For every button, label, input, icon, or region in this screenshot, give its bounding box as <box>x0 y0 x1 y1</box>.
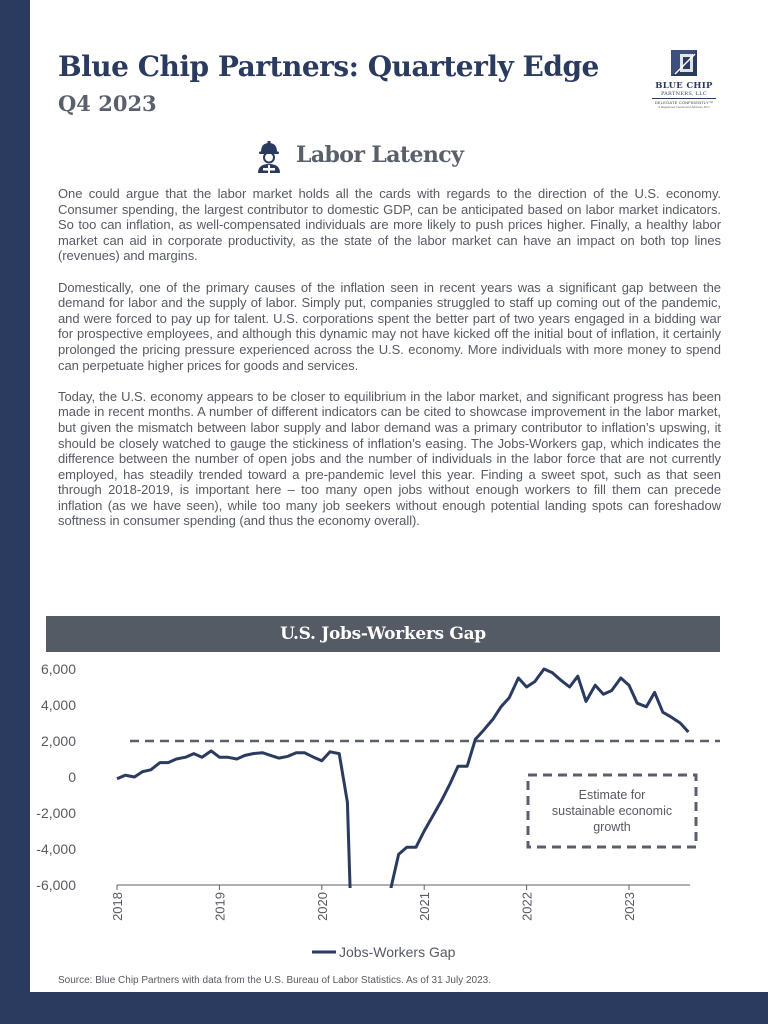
annotation-line: growth <box>593 820 631 834</box>
footer-band <box>0 992 768 1024</box>
paragraph: Domestically, one of the primary causes of the inflation seen in recent years was a significant gap between the demand for labor and the supply of labor. Simply put, companies struggled to staff up coming out of the pandemic, and were forced to pay up for talent. U.S. corporations spent the better part of two years engaged in a bidding war for prospective employees, and although this dynamic may not have kicked off the initial bout of inflation, it certainly prolonged the pricing pressure experienced across the U.S. economy. More individuals with more money to spend can perpetuate higher prices for goods and services. <box>58 279 721 373</box>
paragraph: One could argue that the labor market holds all the cards with regards to the direction of the U.S. economy. Consumer spending, the largest contributor to domestic GDP, can be anticipated based on labor market indicators. So too can inflation, as well-compensated individuals are more likely to push prices higher. Finally, a healthy labor market can aid in corporate productivity, as the state of the labor market can have an impact on both top lines (revenues) and margins. <box>58 186 721 264</box>
y-tick-label: 2,000 <box>40 733 76 749</box>
logo-subname: PARTNERS, LLC <box>660 91 708 97</box>
paragraph: Today, the U.S. economy appears to be closer to equilibrium in the labor market, and significant progress has been made in recent months. A number of different indicators can be cited to showcase improvement in the labor market, but given the mismatch between labor supply and labor demand was a primary contributor to inflation’s upswing, it should be closely watched to gauge the stickiness of inflation’s easing. The Jobs-Workers gap, which indicates the difference between the number of open jobs and the number of individuals in the labor force that are not currently employed, has steadily trended toward a pre-pandemic level this year. Finding a sweet spot, such as that seen through 2018-2019, is important here – too many open jobs without enough workers to fill them can precede inflation (as we have seen), while too many job seekers without enough potential landing spots can foreshadow softness in consumer spending (and thus the economy overall). <box>58 388 721 529</box>
logo-tagline: DELEGATE CONFIDENTLY™ <box>652 98 716 105</box>
page-subtitle: Q4 2023 <box>58 91 157 116</box>
chart-header <box>46 616 720 652</box>
x-tick-label: 2018 <box>110 892 125 921</box>
y-tick-label: -6,000 <box>36 877 76 893</box>
y-tick-label: 6,000 <box>40 661 76 677</box>
x-tick-label: 2019 <box>212 892 228 921</box>
page <box>30 0 768 992</box>
x-tick-label: 2020 <box>314 892 330 921</box>
y-tick-label: 0 <box>68 769 76 785</box>
x-tick-label: 2021 <box>417 892 433 921</box>
logo-tagline-small: A Registered Investment Advisory Firm <box>658 105 710 109</box>
logo-name: BLUE CHIP <box>655 81 713 91</box>
annotation-line: sustainable economic <box>551 804 673 818</box>
logo-mark-icon <box>669 48 699 78</box>
jobs-workers-gap-chart <box>30 652 768 972</box>
annotation-line: Estimate for <box>578 788 646 802</box>
annotation-box <box>528 775 696 847</box>
blue-chip-logo <box>640 48 728 120</box>
x-tick-label: 2023 <box>622 892 637 921</box>
source-note: Source: Blue Chip Partners with data from the U.S. Bureau of Labor Statistics. As of 31 July 2023. <box>58 975 492 986</box>
page-title: Blue Chip Partners: Quarterly Edge <box>58 50 599 83</box>
chart-title: U.S. Jobs-Workers Gap <box>280 624 486 644</box>
y-tick-label: 4,000 <box>40 697 76 713</box>
worker-icon <box>254 140 284 174</box>
x-tick-label: 2022 <box>519 892 535 921</box>
legend-label: Jobs-Workers Gap <box>339 944 456 960</box>
article-body <box>58 186 721 545</box>
y-tick-label: -2,000 <box>36 805 76 821</box>
section-title: Labor Latency <box>296 142 464 168</box>
y-tick-label: -4,000 <box>36 841 76 857</box>
